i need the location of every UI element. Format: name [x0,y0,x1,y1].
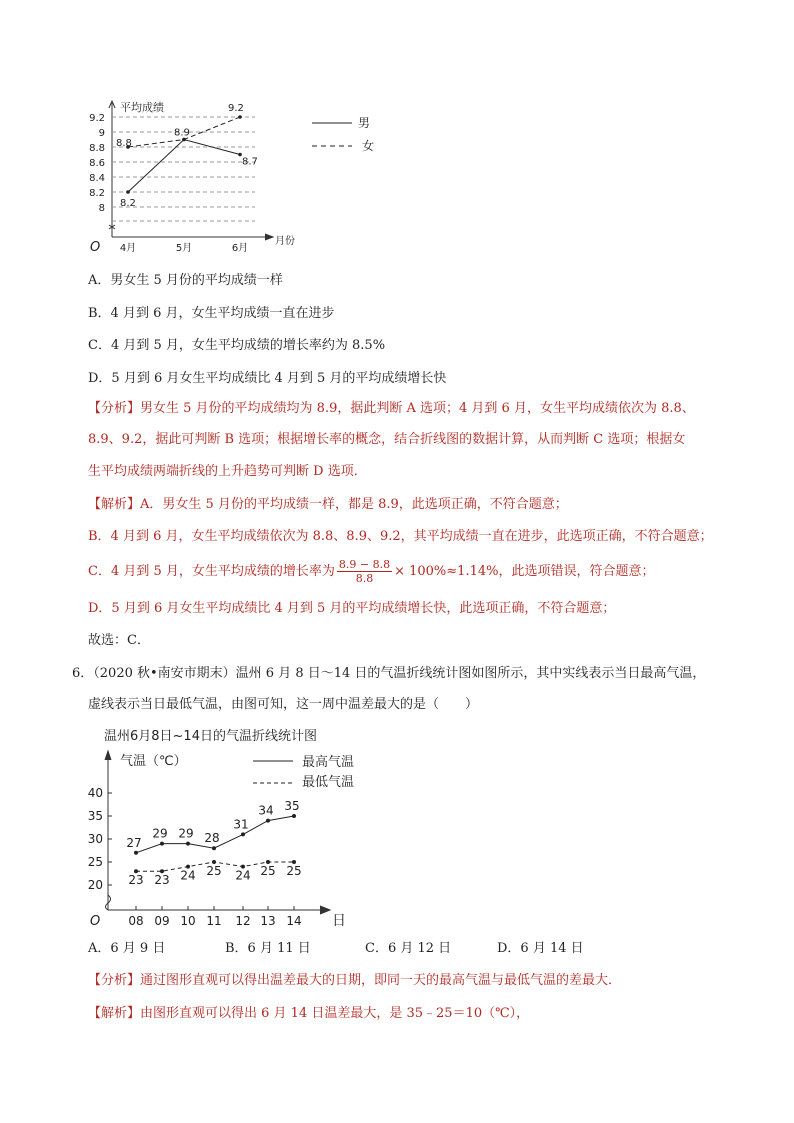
q5-solution-line-a [88,496,568,514]
data-label: 31 [233,817,249,832]
q6-solution-tag: 【解析】 [88,1006,141,1021]
origin-label: O [90,914,101,929]
y-tick-label: 30 [87,832,103,846]
data-label: 29 [152,826,168,841]
q5-solution-tag: 【解析】 [88,497,141,512]
q5-option-c: C．4 月到 5 月，女生平均成绩的增长率约为 8.5% [88,338,386,353]
x-tick-label: 12 [235,914,251,928]
q6-option-d: D．6 月 14 日 [497,941,584,956]
data-label: 28 [204,831,220,846]
q6-chart-title: 温州6月8日~14日的气温折线统计图 [104,729,317,744]
data-label: 23 [128,873,144,888]
x-tick-label: 4月 [119,243,137,254]
data-point [238,115,242,119]
q6-stem-line-1: 6．（2020 秋•南安市期末）温州 6 月 8 日～14 日的气温折线统计图如图所示，其中实线表示当日最高气温， [72,666,706,681]
chart-average-scores [80,95,380,255]
y-tick-label: 9.2 [89,113,105,124]
data-label: 23 [154,873,170,888]
fraction-numerator: 8.9 − 8.8 [338,558,391,571]
x-tick-label: 13 [260,914,276,928]
q5-analysis-tag: 【分析】 [88,401,141,416]
q5-option-a: A．男女生 5 月份的平均成绩一样 [88,273,283,288]
x-tick-label: 6月 [231,243,249,254]
q5-solution-d: D．5 月到 6 月女生平均成绩比 4 月到 5 月的平均成绩增长快，此选项正确，不符合题意； [88,601,616,616]
q5-analysis-line-2: 8.9、9.2，据此可判断 B 选项；根据增长率的概念，结合折线图的数据计算，从而判断 C 选项；根据女 [88,432,686,447]
y-tick-label: 25 [87,855,103,869]
x-tick-label: 10 [180,914,196,928]
x-tick-label: 5月 [175,243,193,254]
y-tick-label: 8.6 [89,158,105,169]
data-label: 34 [258,803,274,818]
q5-analysis-line-3: 生平均成绩两端折线的上升趋势可判断 D 选项． [88,464,367,479]
data-point [292,814,296,818]
q5-analysis-text-1: 男女生 5 月份的平均成绩均为 8.9，据此判断 A 选项；4 月到 6 月，女生平均成绩依次为 8.8、 [140,401,695,416]
origin-label: O [90,240,101,255]
legend-label: 男 [358,116,371,130]
data-label: 27 [126,835,142,850]
q6-analysis-line [88,972,621,990]
data-point [212,846,216,850]
y-tick-label: 20 [87,878,103,892]
q6-solution-line [88,1005,529,1023]
data-point [126,190,130,194]
q5-answer: 故选：C． [88,633,150,648]
q5-solution-c-pre: C．4 月到 5 月，女生平均成绩的增长率为 [88,564,335,579]
data-label: 25 [206,864,222,878]
data-label: 24 [235,868,251,883]
legend-label: 女 [362,139,375,153]
data-point [266,819,270,823]
q6-analysis-tag: 【分析】 [88,973,141,988]
x-tick-label: 14 [286,914,302,928]
x-tick-label: 08 [128,914,144,928]
x-axis-label: 日 [332,913,346,929]
y-tick-label: 8.8 [89,143,105,154]
data-label: 35 [284,799,300,813]
data-point [241,832,245,836]
x-axis-arrow [265,234,273,240]
x-axis-arrow [320,906,330,914]
data-point [160,842,164,846]
data-label: 25 [260,864,276,878]
q5-option-b: B．4 月到 6 月，女生平均成绩一直在进步 [88,306,335,321]
x-tick-label: 09 [154,914,170,928]
data-point [134,851,138,855]
q6-option-c: C．6 月 12 日 [365,941,452,956]
q5-growth-fraction [337,558,392,585]
y-axis-label: 平均成绩 [120,101,164,114]
q5-solution-a: A．男女生 5 月份的平均成绩一样，都是 8.9，此选项正确，不符合题意； [140,497,568,512]
y-tick-label: 9 [98,128,105,139]
q6-analysis-text: 通过图形直观可以得出温差最大的日期，即同一天的最高气温与最低气温的差最大． [140,973,622,988]
y-tick-label: 8.4 [89,173,105,184]
y-tick-label: 8 [98,203,105,214]
data-point [186,842,190,846]
y-tick-label: 8.2 [89,188,105,199]
y-axis-label: 气温（℃） [120,754,187,769]
q5-solution-c-post: × 100%≈1.14%，此选项错误，符合题意； [394,564,655,579]
data-label: 8.8 [116,138,132,149]
q6-option-a: A．6 月 9 日 [88,941,166,956]
q5-solution-b: B．4 月到 6 月，女生平均成绩依次为 8.8、8.9、9.2，其平均成绩一直在进步，此选项正确，不符合题意； [88,529,713,544]
data-label: 25 [286,864,302,878]
data-label: 8.9 [174,127,190,139]
x-tick-label: 11 [206,914,222,928]
q6-option-b: B．6 月 11 日 [225,941,311,956]
q5-option-d: D．5 月到 6 月女生平均成绩比 4 月到 5 月的平均成绩增长快 [88,371,447,386]
y-tick-label: 35 [87,809,103,823]
y-axis-arrow [105,751,111,760]
legend-label: 最高气温 [302,755,355,770]
y-tick-label: 40 [87,786,103,800]
q6-solution-text: 由图形直观可以得出 6 月 14 日温差最大，是 35﹣25＝10（℃）， [140,1006,530,1021]
q5-analysis-line-1 [88,400,695,418]
data-label: 8.7 [242,156,258,168]
data-label: 24 [180,868,196,883]
chart-temperature [80,745,380,930]
legend-label: 最低气温 [302,775,355,790]
data-label: 8.2 [120,198,136,209]
fraction-denominator: 8.8 [355,572,374,585]
data-label: 9.2 [228,103,244,114]
x-axis-label: 月份 [275,236,295,247]
q5-solution-line-c [88,558,654,585]
data-label: 29 [178,826,194,841]
q6-stem-line-2: 虚线表示当日最低气温，由图可知，这一周中温差最大的是（ ） [88,697,479,712]
